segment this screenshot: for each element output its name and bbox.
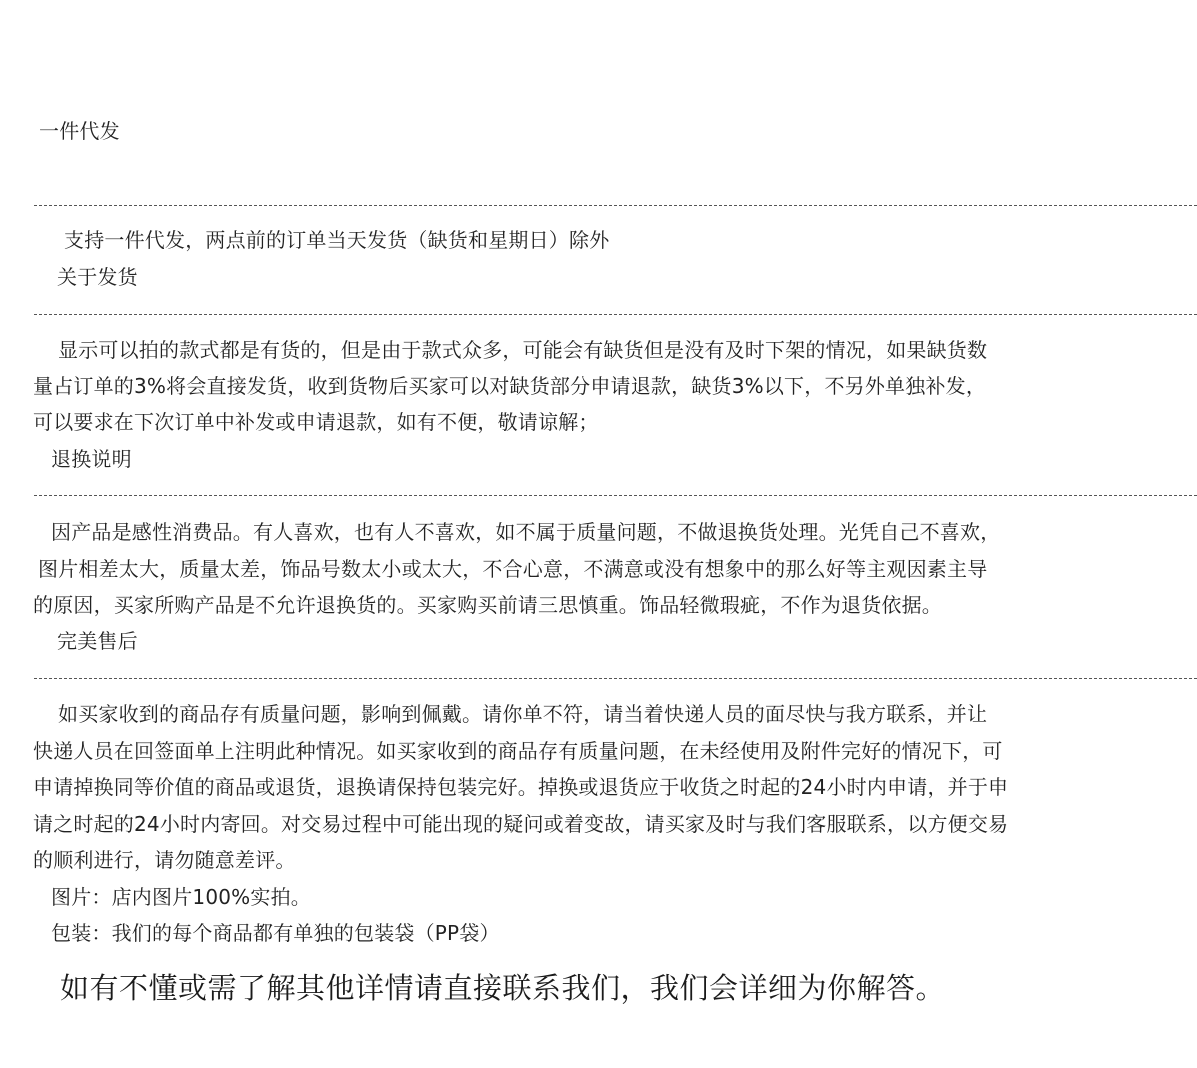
divider [34, 314, 1197, 315]
contact-callout: 如有不懂或需了解其他详情请直接联系我们，我们会详细为你解答。 [60, 971, 946, 1005]
divider [34, 495, 1197, 496]
returns-text-line: 图片相差太大，质量太差，饰品号数太小或太大，不合心意，不满意或没有想象中的那么好等主观因素主导 [38, 557, 988, 581]
returns-text-line: 的原因，买家所购产品是不允许退换货的。买家购买前请三思慎重。饰品轻微瑕疵，不作为退货依据。 [33, 593, 942, 617]
aftersales-text-line: 申请掉换同等价值的商品或退货，退换请保持包装完好。掉换或退货应于收货之时起的24小时内申请，并于申 [33, 775, 1009, 799]
returns-text-line: 因产品是感性消费品。有人喜欢，也有人不喜欢，如不属于质量问题，不做退换货处理。光凭自己不喜欢， [51, 520, 1001, 544]
aftersales-heading: 完美售后 [57, 629, 138, 653]
aftersales-text-line: 如买家收到的商品存有质量问题，影响到佩戴。请你单不符，请当着快递人员的面尽快与我方联系，并让 [58, 702, 988, 726]
fulfillment-heading: 一件代发 [39, 119, 120, 143]
packaging-note: 包装：我们的每个商品都有单独的包装袋（PP袋） [51, 921, 500, 945]
fulfillment-text: 支持一件代发，两点前的订单当天发货（缺货和星期日）除外 [64, 228, 610, 252]
aftersales-text-line: 的顺利进行，请勿随意差评。 [33, 848, 296, 872]
aftersales-text-line: 请之时起的24小时内寄回。对交易过程中可能出现的疑问或着变故，请买家及时与我们客服联系，以方便交易 [33, 812, 1009, 836]
aftersales-text-line: 快递人员在回签面单上注明此种情况。如买家收到的商品存有质量问题，在未经使用及附件完好的情况下，可 [33, 739, 1003, 763]
shipping-text-line: 量占订单的3%将会直接发货，收到货物后买家可以对缺货部分申请退款，缺货3%以下，不另外单独补发， [33, 374, 987, 398]
returns-heading: 退换说明 [51, 447, 132, 471]
divider [34, 678, 1197, 679]
shipping-text-line: 显示可以拍的款式都是有货的，但是由于款式众多，可能会有缺货但是没有及时下架的情况，如果缺货数 [58, 338, 988, 362]
photos-note: 图片：店内图片100%实拍。 [51, 885, 311, 909]
divider [34, 205, 1197, 206]
shipping-text-line: 可以要求在下次订单中补发或申请退款，如有不便，敬请谅解； [33, 410, 599, 434]
shipping-heading: 关于发货 [57, 265, 138, 289]
